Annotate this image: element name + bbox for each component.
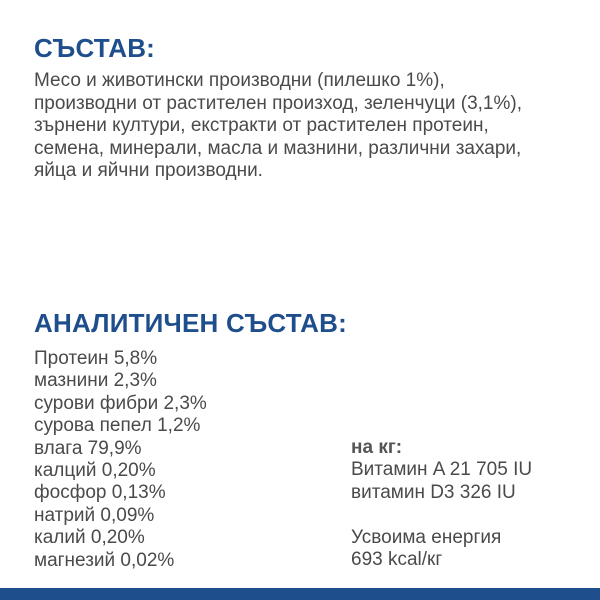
analysis-item-fat: мазнини 2,3% [34,370,157,392]
composition-line: семена, минерали, масла и мазнини, различни захари, [34,137,522,159]
analysis-item-magnesium: магнезий 0,02% [34,549,175,571]
per-kg-spacer [351,504,532,526]
vitamin-a-value: Витамин A 21 705 IU [351,459,533,481]
analysis-item-crude-fibre: сурови фибри 2,3% [34,392,207,414]
composition-line: яйца и яйчни производни. [34,160,263,181]
composition-heading: СЪСТАВ: [34,33,156,63]
analytical-list [34,348,207,572]
analysis-item-calcium: калций 0,20% [34,460,156,482]
energy-value: 693 kcal/кг [351,549,443,571]
per-kg-label: на кг: [351,437,403,458]
composition-text [34,70,574,183]
vitamin-d3-value: витамин D3 326 IU [351,481,516,503]
composition-line: производни от растителен произход, зеленчуци (3,1%), [34,92,522,114]
analysis-item-protein: Протеин 5,8% [34,348,158,369]
composition-line: Месо и животински производни (пилешко 1%), [34,70,445,91]
analysis-item-phosphorus: фосфор 0,13% [34,482,166,504]
analysis-item-moisture: влага 79,9% [34,437,142,459]
footer-bar [0,588,600,600]
analysis-item-crude-ash: сурова пепел 1,2% [34,415,201,437]
energy-label: Усвоима енергия [351,526,502,548]
analytical-composition-heading: АНАЛИТИЧЕН СЪСТАВ: [34,308,347,338]
analysis-item-sodium: натрий 0,09% [34,504,155,526]
analysis-item-potassium: калий 0,20% [34,527,145,549]
per-kg-block [351,437,532,571]
composition-line: зърнени култури, екстракти от растителен протеин, [34,115,489,136]
